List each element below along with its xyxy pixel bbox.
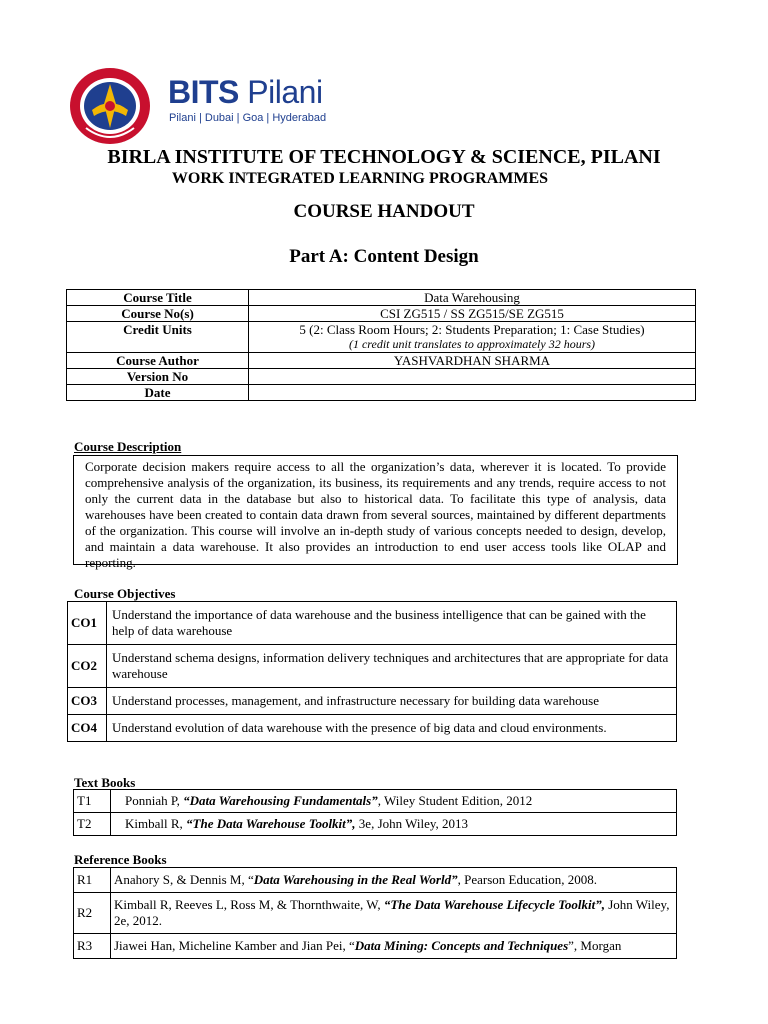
course-description-title: Course Description: [74, 439, 182, 454]
objective-row: [68, 715, 677, 742]
book-citation: Kimball R, Reeves L, Ross M, & Thornthwaite, W, “The Data Warehouse Lifecycle Toolkit”, John Wiley, 2e, 2012.: [111, 893, 677, 934]
objective-row: [68, 602, 677, 645]
text-books-table: [73, 789, 677, 836]
text-book-row: [74, 790, 677, 813]
book-title: Data Mining: Concepts and Techniques: [354, 938, 569, 953]
course-author-row: [67, 353, 696, 369]
book-code: R2: [74, 893, 111, 934]
programme-name: WORK INTEGRATED LEARNING PROGRAMMES: [171, 170, 549, 187]
book-code: T2: [74, 813, 111, 836]
course-title-row: [67, 290, 696, 306]
row-value: [249, 385, 696, 401]
row-label: Version No: [67, 369, 249, 385]
version-row: [67, 369, 696, 385]
row-value-cell: [249, 322, 696, 353]
objective-code: CO3: [68, 688, 107, 715]
brand-name: BITS Pilani: [168, 74, 323, 110]
reference-book-row: [74, 934, 677, 959]
objective-row: [68, 688, 677, 715]
reference-book-row: [74, 868, 677, 893]
course-objectives-title: Course Objectives: [74, 586, 176, 601]
book-title: “Data Warehousing Fundamentals”: [183, 793, 378, 808]
objective-text: Understand schema designs, information delivery techniques and architectures that are appropriate for data warehouse: [107, 645, 677, 688]
book-citation: Jiawei Han, Micheline Kamber and Jian Pei, “Data Mining: Concepts and Techniques”, Morgan: [111, 934, 677, 959]
objective-row: [68, 645, 677, 688]
course-info-table: [66, 289, 696, 401]
book-title: Data Warehousing in the Real World”: [253, 872, 458, 887]
book-citation: Ponniah P, “Data Warehousing Fundamentals”, Wiley Student Edition, 2012: [111, 790, 677, 813]
date-row: [67, 385, 696, 401]
course-objectives-table: [67, 601, 677, 742]
book-citation: Anahory S, & Dennis M, “Data Warehousing in the Real World”, Pearson Education, 2008.: [111, 868, 677, 893]
credit-units-row: [67, 322, 696, 353]
row-label: Date: [67, 385, 249, 401]
objective-code: CO2: [68, 645, 107, 688]
row-value: YASHVARDHAN SHARMA: [249, 353, 696, 369]
book-title: “The Data Warehouse Toolkit”,: [186, 816, 356, 831]
course-no-row: [67, 306, 696, 322]
reference-books-table: [73, 867, 677, 959]
reference-book-row: [74, 893, 677, 934]
book-code: R3: [74, 934, 111, 959]
book-code: R1: [74, 868, 111, 893]
row-value: [249, 369, 696, 385]
bits-pilani-logo: [68, 66, 348, 144]
objective-text: Understand processes, management, and infrastructure necessary for building data warehouse: [107, 688, 677, 715]
handout-title: COURSE HANDOUT: [293, 201, 475, 222]
course-description-text: Corporate decision makers require access to all the organization’s data, wherever it is located. To provide comprehensive analysis of the organization, its business, its requirements and any trends, require access to not only the current data in the database but also to historical data. To facilitate this type of analysis, data warehouses have been created to contain data drawn from several sources, maintained by different departments of the organization. This course will involve an in-depth study of various concepts needed to design, develop, and maintain a data warehouse. It also provides an introduction to end user access tools like OLAP and reporting.: [73, 455, 678, 565]
text-book-row: [74, 813, 677, 836]
row-value: CSI ZG515 / SS ZG515/SE ZG515: [249, 306, 696, 322]
objective-code: CO4: [68, 715, 107, 742]
part-title: Part A: Content Design: [289, 246, 479, 267]
book-citation: Kimball R, “The Data Warehouse Toolkit”, 3e, John Wiley, 2013: [111, 813, 677, 836]
book-title: “The Data Warehouse Lifecycle Toolkit”,: [383, 897, 605, 912]
row-label: Course Title: [67, 290, 249, 306]
objective-text: Understand evolution of data warehouse with the presence of big data and cloud environments.: [107, 715, 677, 742]
text-books-title: Text Books: [74, 775, 136, 790]
row-label: Credit Units: [67, 322, 249, 353]
reference-books-title: Reference Books: [74, 852, 167, 867]
objective-code: CO1: [68, 602, 107, 645]
credit-note: (1 credit unit translates to approximately 32 hours): [348, 337, 596, 351]
row-label: Course No(s): [67, 306, 249, 322]
row-label: Course Author: [67, 353, 249, 369]
objective-text: Understand the importance of data warehouse and the business intelligence that can be gained with the help of data warehouse: [107, 602, 677, 645]
institute-seal-icon: [68, 66, 152, 146]
brand-campuses: Pilani | Dubai | Goa | Hyderabad: [169, 112, 327, 124]
book-code: T1: [74, 790, 111, 813]
row-value: 5 (2: Class Room Hours; 2: Students Preparation; 1: Case Studies): [299, 322, 645, 337]
row-value: Data Warehousing: [249, 290, 696, 306]
institute-name: BIRLA INSTITUTE OF TECHNOLOGY & SCIENCE, PILANI: [107, 146, 661, 168]
